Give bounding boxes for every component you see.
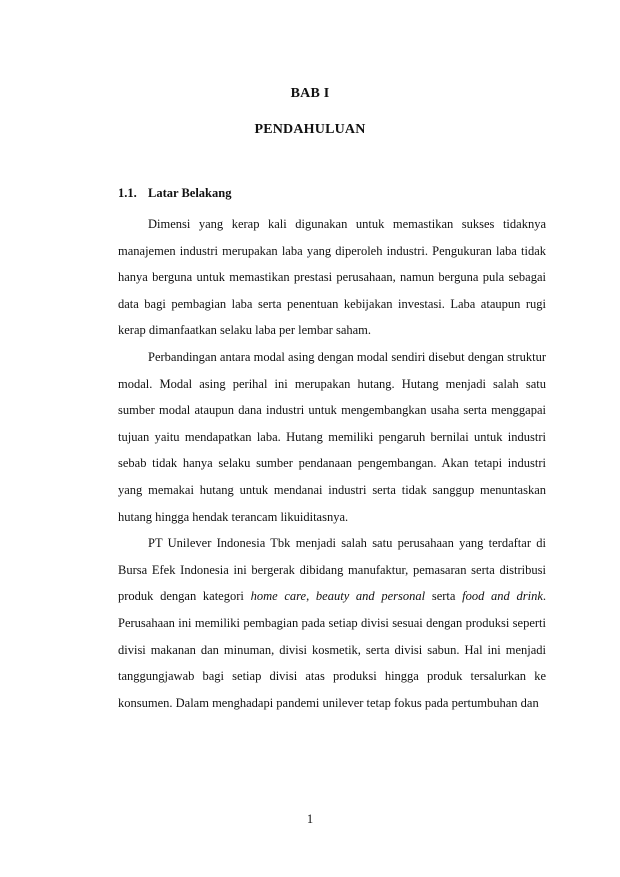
chapter-label: BAB I (290, 86, 330, 101)
paragraph-3 (118, 530, 546, 716)
paragraph-3-text-start: PT Unilever Indonesia Tbk menjadi salah satu perusahaan yang terdaftar di Bursa Efek Indonesia ini bergerak dibidang manufaktur, pemasaran serta distribusi produk dengan kategori (118, 536, 546, 604)
category-food-drink: food and drink (462, 589, 543, 604)
category-separator: , (306, 589, 316, 604)
section-title: Latar Belakang (148, 186, 232, 200)
body-text (118, 211, 546, 716)
paragraph-1: Dimensi yang kerap kali digunakan untuk memastikan sukses tidaknya manajemen industri merupakan laba yang diperoleh industri. Pengukuran laba tidak hanya berguna untuk memastikan prestasi perusahaan, namun berguna pula sebagai data bagi pembagian laba serta penentuan kebijakan investasi. Laba ataupun rugi kerap dimanfaatkan selaku laba per lembar saham. (118, 217, 546, 338)
paragraph-2: Perbandingan antara modal asing dengan modal sendiri disebut dengan struktur modal. Modal asing perihal ini merupakan hutang. Hutang menjadi salah satu sumber modal ataupun dana industri untuk mengembangkan usaha serta menggapai tujuan yaitu mendapatkan laba. Hutang memiliki pengaruh bernilai untuk industri sebab tidak hanya selaku sumber pendanaan pengembangan. Akan tetapi industri yang memakai hutang untuk mendanai industri serta tidak sanggup menuntaskan hutang hingga hendak terancam likuiditasnya. (118, 349, 546, 524)
section-heading (118, 186, 231, 201)
chapter-title: PENDAHULUAN (254, 122, 366, 137)
category-beauty-personal: beauty and personal (315, 589, 426, 604)
paragraph-3-text-end: . Perusahaan ini memiliki pembagian pada setiap divisi sesuai dengan produksi seperti divisi makanan dan minuman, divisi kosmetik, serta divisi sabun. Hal ini menjadi tanggungjawab bagi setiap divisi atas produksi hingga produk tersalurkan ke konsumen. Dalam menghadapi pandemi unilever tetap fokus pada pertumbuhan dan (118, 589, 547, 710)
category-home-care: home care (250, 589, 307, 604)
page-number: 1 (306, 812, 314, 826)
section-number: 1.1. (118, 186, 137, 200)
category-conjunction: serta (425, 589, 463, 604)
